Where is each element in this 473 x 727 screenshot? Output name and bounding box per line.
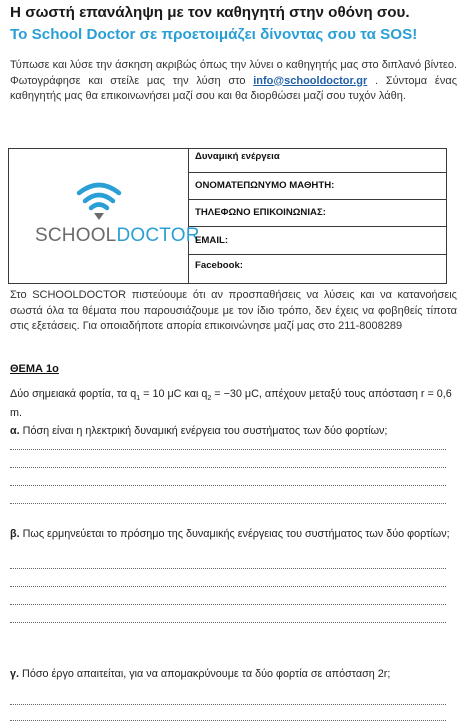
answer-line[interactable] xyxy=(10,503,446,504)
page-title: Η σωστή επανάληψη με τον καθηγητή στην οθόνη σου. xyxy=(10,4,410,21)
question-c: γ. Πόσο έργο απαιτείται, για να απομακρύνουμε τα δύο φορτία σε απόσταση 2r; xyxy=(10,668,391,680)
problem-statement: Δύο σημειακά φορτία, τα $q_1 = 10$ μC και $q_2 = -30$ μC, απέχουν μεταξύ τους απόσταση r = 0,6 m. xyxy=(10,388,452,420)
question-a: α. Πόση είναι η ηλεκτρική δυναμική ενέργεια του συστήματος των δύο φορτίων; xyxy=(10,425,388,437)
page-subtitle: Το School Doctor σε προετοιμάζει δίνοντας σου τα SOS! xyxy=(10,26,418,43)
answer-line[interactable] xyxy=(10,622,446,623)
answer-line[interactable] xyxy=(10,449,446,450)
form-email-field[interactable]: EMAIL: xyxy=(189,227,446,255)
intro-text-after: . Σύντομα ένας καθηγητής μας θα επικοινωνήσει μαζί σου και θα διορθώσει μαζί σου τυχόν λάθη. xyxy=(10,74,457,102)
answer-line[interactable] xyxy=(10,704,446,705)
answer-line[interactable] xyxy=(10,485,446,486)
form-topic: Δυναμική ενέργεια xyxy=(189,149,446,173)
question-b: β. Πως ερμηνεύεται το πρόσημο της δυναμικής ενέργειας του συστήματος των δύο φορτίων; xyxy=(10,528,450,540)
form-facebook-field[interactable]: Facebook: xyxy=(195,260,243,271)
answer-line[interactable] xyxy=(10,720,446,721)
school-doctor-logo: SCHOOLDOCTOR xyxy=(35,225,200,246)
answer-line[interactable] xyxy=(10,467,446,468)
email-link[interactable]: info@schooldoctor.gr xyxy=(253,74,368,87)
section-heading: ΘΕΜΑ 1ο xyxy=(10,363,59,375)
info-paragraph: Στο SCHOOLDOCTOR πιστεύουμε ότι αν προσπαθήσεις να λύσεις και να κατανοήσεις σωστά όλα τα θέματα που παρουσιάζουμε με τον ίδιο τρόπο, δεν έχεις να φοβηθείς τίποτα στις εξετάσεις. Για οποιαδήποτε απορία επικοινώνησε μαζί μας στο 211-8008289 xyxy=(10,289,457,332)
logo-cell xyxy=(9,149,200,283)
answer-line[interactable] xyxy=(10,604,446,605)
student-info-form xyxy=(8,148,447,284)
answer-line[interactable] xyxy=(10,568,446,569)
form-name-field[interactable]: ΟΝΟΜΑΤΕΠΩΝΥΜΟ ΜΑΘΗΤΗ: xyxy=(189,173,446,200)
form-phone-field[interactable]: ΤΗΛΕΦΩΝΟ ΕΠΙΚΟΙΝΩΝΙΑΣ: xyxy=(189,200,446,227)
wifi-signal-icon xyxy=(75,179,123,221)
answer-line[interactable] xyxy=(10,586,446,587)
intro-paragraph xyxy=(10,58,457,105)
intro-text-before: Τύπωσε και λύσε την άσκηση ακριβώς όπως την λύνει ο καθηγητής μας στο διπλανό βίντεο. Φωτογράφησε και στείλε μας την λύση στο xyxy=(10,59,457,87)
